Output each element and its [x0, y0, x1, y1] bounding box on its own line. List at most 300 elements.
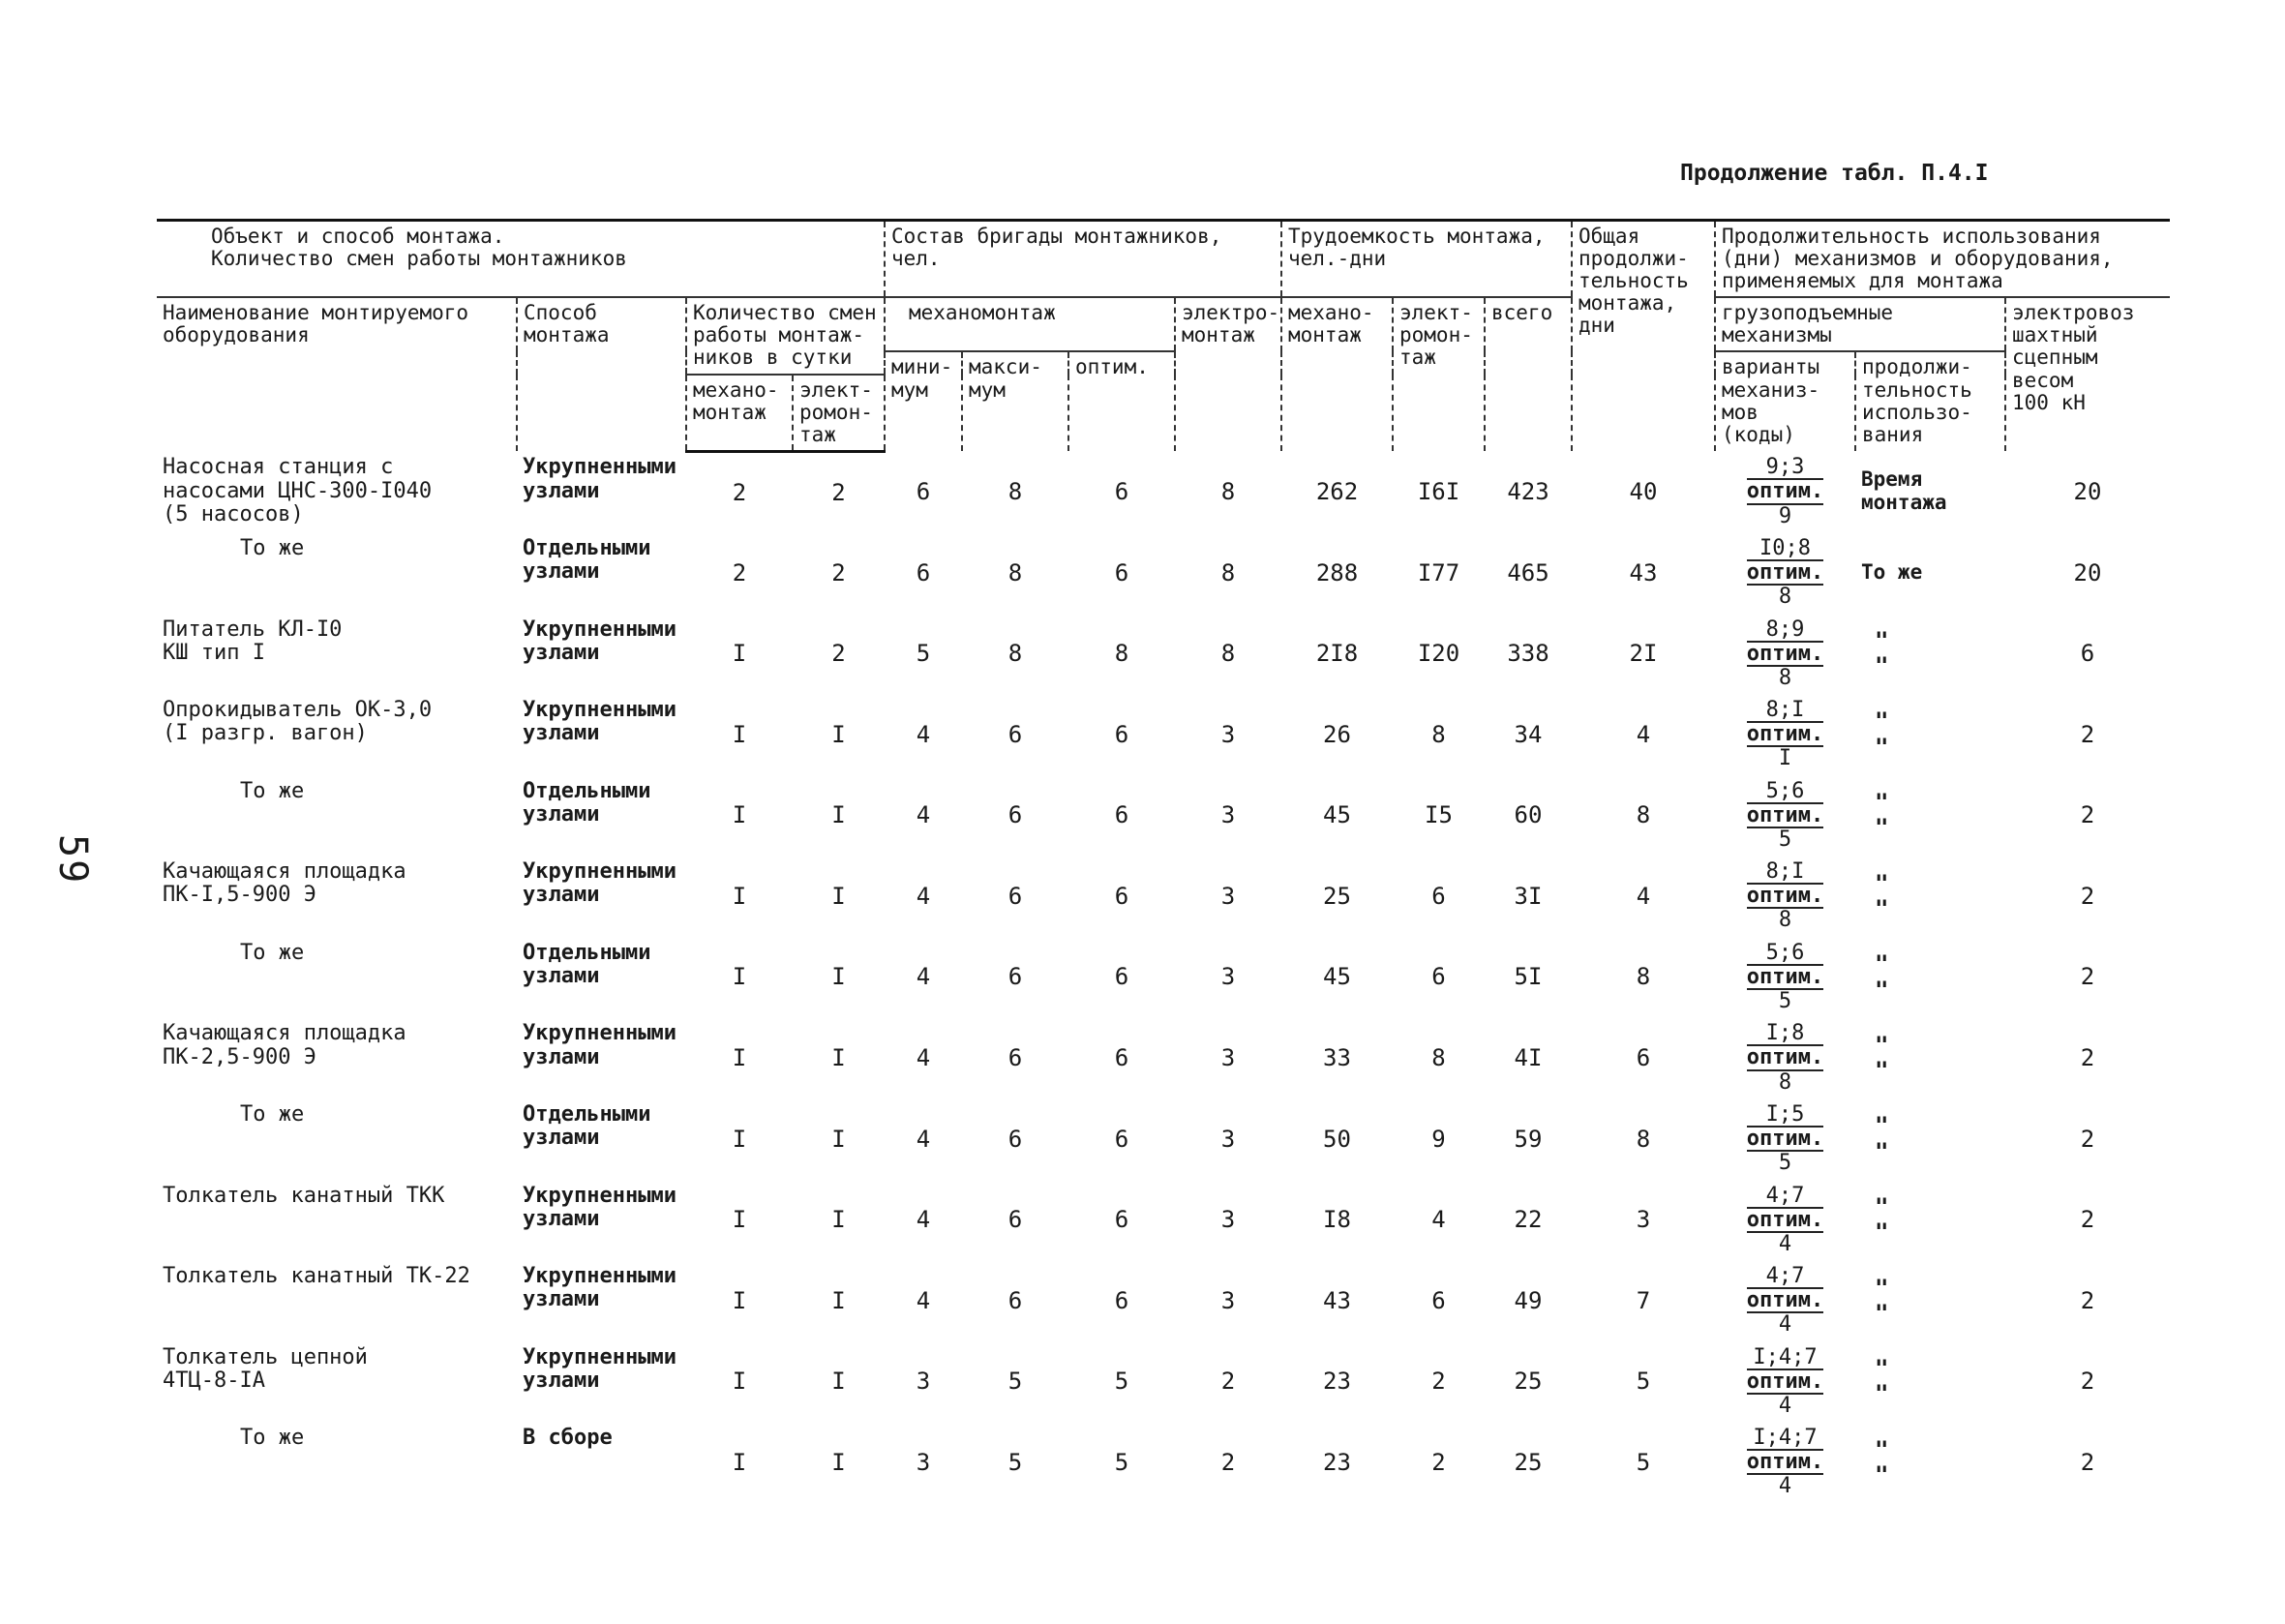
equipment-name-text: Насосная станция с насосами ЦНС-300-I040 (5 насосов)	[163, 455, 433, 526]
equipment-name	[157, 1017, 517, 1098]
brigade-opt: 6	[1114, 1206, 1129, 1234]
brigade-max: 6	[1007, 1286, 1023, 1314]
locomotive-days: 2	[2080, 1448, 2095, 1476]
table-row	[157, 1180, 2170, 1261]
variant-optimal-code: I	[1778, 746, 1792, 771]
mounting-method	[517, 532, 686, 614]
labor-total: 5I	[1514, 963, 1543, 991]
brigade-min: 3	[916, 1448, 931, 1476]
shifts-elec: 2	[831, 478, 846, 506]
variant-optimal-code: 5	[1778, 1151, 1792, 1176]
mechanism-variants	[1715, 614, 1855, 695]
labor-elec: I5	[1425, 801, 1453, 829]
brigade-elec: 3	[1220, 1286, 1236, 1314]
equipment-name-text: То же	[240, 535, 305, 560]
variant-codes: 8;9	[1747, 618, 1823, 643]
mounting-method-text: Укрупненными узлами	[523, 1021, 676, 1069]
brigade-max: 8	[1007, 640, 1023, 668]
equipment-name	[157, 532, 517, 614]
usage-duration	[1855, 451, 2005, 532]
brigade-max: 6	[1007, 1125, 1023, 1153]
brigade-elec: 2	[1220, 1368, 1236, 1396]
labor-elec: 8	[1431, 720, 1446, 748]
shifts-elec: I	[831, 1043, 846, 1071]
header-labor: Трудоемкость монтажа, чел.-дни	[1281, 221, 1572, 298]
locomotive-days: 20	[2073, 477, 2102, 505]
page-number: 59	[50, 834, 95, 886]
brigade-opt: 5	[1114, 1368, 1129, 1396]
variant-codes: 4;7	[1747, 1265, 1823, 1289]
mounting-method-text: Укрупненными узлами	[523, 859, 676, 908]
variant-optimal-code: 4	[1778, 1474, 1792, 1499]
variant-fraction	[1747, 456, 1823, 526]
shifts-mech: I	[732, 1286, 747, 1314]
variant-codes: 9;3	[1747, 456, 1823, 480]
equipment-name-text: Толкатель цепной 4ТЦ-8-IА	[163, 1344, 368, 1393]
header-elec: электро- монтаж	[1175, 297, 1281, 451]
equipment-name	[157, 451, 517, 532]
brigade-max: 6	[1007, 720, 1023, 748]
mounting-method-text: Отдельными узлами	[523, 940, 651, 988]
labor-elec: 8	[1431, 1043, 1446, 1071]
equipment-name-text: Опрокидыватель ОК-3,0 (I разгр. вагон)	[163, 698, 433, 746]
usage-duration	[1855, 532, 2005, 614]
locomotive-days: 2	[2080, 1368, 2095, 1396]
brigade-opt: 8	[1114, 640, 1129, 668]
brigade-elec: 8	[1220, 640, 1236, 668]
variant-codes: I;4;7	[1747, 1427, 1823, 1451]
labor-mech: 33	[1323, 1043, 1351, 1071]
table-row	[157, 451, 2170, 532]
variant-optimal-code: 8	[1778, 585, 1792, 610]
mounting-method-text: Укрупненными узлами	[523, 455, 676, 503]
mechanism-variants	[1715, 1180, 1855, 1261]
labor-elec: 6	[1431, 1286, 1446, 1314]
table-row	[157, 1098, 2170, 1180]
total-days: 2I	[1629, 640, 1658, 668]
brigade-max: 8	[1007, 477, 1023, 505]
brigade-elec: 3	[1220, 1043, 1236, 1071]
shifts-mech: I	[732, 1448, 747, 1476]
shifts-mech: I	[732, 882, 747, 910]
equipment-name	[157, 1098, 517, 1180]
brigade-max: 5	[1007, 1448, 1023, 1476]
mechanism-variants	[1715, 1422, 1855, 1503]
labor-mech: 25	[1323, 882, 1351, 910]
equipment-name-text: Качающаяся площадка ПК-2,5-900 Э	[163, 1021, 406, 1069]
mechanism-variants	[1715, 532, 1855, 614]
brigade-min: 4	[916, 882, 931, 910]
header-usage-duration: продолжи- тельность использо- вания	[1855, 351, 2005, 451]
shifts-mech: I	[732, 720, 747, 748]
brigade-opt: 6	[1114, 801, 1129, 829]
variant-fraction	[1747, 860, 1823, 931]
labor-total: 338	[1507, 640, 1549, 668]
locomotive-days: 2	[2080, 1206, 2095, 1234]
shifts-elec: I	[831, 1448, 846, 1476]
shifts-elec: I	[831, 882, 846, 910]
equipment-name	[157, 1422, 517, 1503]
labor-elec: I6I	[1417, 477, 1460, 505]
brigade-min: 5	[916, 640, 931, 668]
brigade-max: 6	[1007, 1043, 1023, 1071]
header-labor-elec: элект- ромон- таж	[1393, 297, 1485, 451]
equipment-name-text: То же	[240, 940, 305, 965]
header-labor-total: всего	[1485, 297, 1572, 451]
brigade-min: 4	[916, 1043, 931, 1071]
equipment-name-text: Качающаяся площадка ПК-I,5-900 Э	[163, 859, 406, 908]
variant-fraction	[1747, 618, 1823, 689]
equipment-name-text: То же	[240, 778, 305, 803]
variant-fraction	[1747, 1265, 1823, 1336]
labor-elec: 6	[1431, 882, 1446, 910]
variant-optimal-code: 4	[1778, 1231, 1792, 1256]
mounting-method	[517, 1180, 686, 1261]
labor-total: 3I	[1514, 882, 1543, 910]
variant-optimal-code: 8	[1778, 1069, 1792, 1095]
variant-optimal-label: оптим.	[1746, 802, 1824, 827]
mounting-method	[517, 856, 686, 937]
locomotive-days: 20	[2073, 558, 2102, 586]
header-object-group: Объект и способ монтажа. Количество смен работы монтажников	[157, 221, 885, 298]
usage-duration-ditto: " "	[1875, 789, 1928, 842]
brigade-max: 8	[1007, 558, 1023, 586]
equipment-name	[157, 614, 517, 695]
header-name: Наименование монтируемого оборудования	[157, 297, 517, 451]
variant-codes: I;8	[1747, 1022, 1823, 1046]
brigade-elec: 3	[1220, 1206, 1236, 1234]
variant-codes: 5;6	[1747, 942, 1823, 966]
header-lifting: грузоподъемные механизмы	[1715, 297, 2005, 351]
mounting-method	[517, 1017, 686, 1098]
variant-optimal-label: оптим.	[1746, 1207, 1824, 1232]
labor-elec: 9	[1431, 1125, 1446, 1153]
total-days: 8	[1636, 1125, 1651, 1153]
shifts-elec: I	[831, 1206, 846, 1234]
total-days: 8	[1636, 801, 1651, 829]
locomotive-days: 2	[2080, 882, 2095, 910]
total-days: 5	[1636, 1368, 1651, 1396]
variant-optimal-label: оптим.	[1746, 1127, 1824, 1152]
variant-fraction	[1747, 942, 1823, 1012]
variant-optimal-code: 5	[1778, 989, 1792, 1013]
variant-optimal-label: оптим.	[1746, 560, 1824, 586]
labor-elec: I20	[1417, 640, 1460, 668]
table-row	[157, 694, 2170, 775]
header-min: мини- мум	[885, 351, 962, 451]
labor-mech: 23	[1323, 1448, 1351, 1476]
variant-codes: 4;7	[1747, 1185, 1823, 1209]
brigade-elec: 3	[1220, 1125, 1236, 1153]
total-days: 5	[1636, 1448, 1651, 1476]
variant-optimal-label: оптим.	[1746, 884, 1824, 909]
labor-total: 34	[1514, 720, 1543, 748]
equipment-name	[157, 1341, 517, 1423]
variant-codes: 5;6	[1747, 780, 1823, 804]
labor-mech: 26	[1323, 720, 1351, 748]
shifts-mech: I	[732, 640, 747, 668]
locomotive-days: 2	[2080, 1043, 2095, 1071]
header-loco: электровоз шахтный сцепным весом 100 кН	[2005, 297, 2170, 451]
labor-total: 423	[1507, 477, 1549, 505]
brigade-opt: 5	[1114, 1448, 1129, 1476]
table-row	[157, 1341, 2170, 1423]
equipment-name-text: То же	[240, 1101, 305, 1127]
labor-elec: 6	[1431, 963, 1446, 991]
brigade-opt: 6	[1114, 1043, 1129, 1071]
mounting-method-text: Отдельными узлами	[523, 778, 651, 827]
brigade-elec: 8	[1220, 558, 1236, 586]
mounting-method	[517, 694, 686, 775]
brigade-min: 4	[916, 1125, 931, 1153]
brigade-max: 5	[1007, 1368, 1023, 1396]
total-days: 8	[1636, 963, 1651, 991]
table-row	[157, 1017, 2170, 1098]
brigade-opt: 6	[1114, 1286, 1129, 1314]
brigade-opt: 6	[1114, 558, 1129, 586]
labor-mech: I8	[1323, 1206, 1351, 1234]
brigade-max: 6	[1007, 801, 1023, 829]
mounting-method-text: Отдельными узлами	[523, 1101, 651, 1151]
variant-optimal-label: оптим.	[1746, 722, 1824, 747]
header-labor-mech: механо- монтаж	[1281, 297, 1393, 451]
mounting-method	[517, 1098, 686, 1180]
mounting-method-text: Отдельными узлами	[523, 535, 651, 585]
mounting-method	[517, 1422, 686, 1503]
brigade-min: 3	[916, 1368, 931, 1396]
locomotive-days: 2	[2080, 1286, 2095, 1314]
usage-duration-ditto: " "	[1875, 869, 1928, 923]
labor-total: 59	[1514, 1125, 1543, 1153]
variant-optimal-code: 5	[1778, 827, 1792, 852]
variant-optimal-label: оптим.	[1746, 964, 1824, 989]
labor-total: 22	[1514, 1206, 1543, 1234]
brigade-max: 6	[1007, 963, 1023, 991]
mechanism-variants	[1715, 1341, 1855, 1423]
brigade-min: 6	[916, 477, 931, 505]
mounting-method-text: Укрупненными узлами	[523, 698, 676, 746]
brigade-max: 6	[1007, 1206, 1023, 1234]
variant-fraction	[1747, 1185, 1823, 1255]
total-days: 4	[1636, 720, 1651, 748]
labor-total: 25	[1514, 1448, 1543, 1476]
variant-fraction	[1747, 1103, 1823, 1174]
table-row	[157, 937, 2170, 1018]
variant-optimal-code: 4	[1778, 1312, 1792, 1338]
header-mech-group: механомонтаж	[885, 297, 1175, 351]
shifts-elec: I	[831, 1286, 846, 1314]
table-row	[157, 1422, 2170, 1503]
mechanism-variants	[1715, 775, 1855, 857]
mounting-method	[517, 451, 686, 532]
table-row	[157, 1260, 2170, 1341]
header-total-duration: Общая продолжи- тельность монтажа, дни	[1572, 221, 1715, 452]
shifts-mech: I	[732, 1206, 747, 1234]
usage-duration-ditto: " "	[1875, 707, 1928, 761]
shifts-elec: I	[831, 963, 846, 991]
variant-fraction	[1747, 780, 1823, 851]
labor-total: 60	[1514, 801, 1543, 829]
labor-elec: 4	[1431, 1206, 1446, 1234]
variant-codes: I;5	[1747, 1103, 1823, 1128]
shifts-elec: I	[831, 720, 846, 748]
usage-duration-ditto: " "	[1875, 1192, 1928, 1247]
usage-duration-text: То же	[1861, 559, 1923, 584]
brigade-elec: 8	[1220, 477, 1236, 505]
header-shifts: Количество смен работы монтаж- ников в сутки	[686, 297, 885, 374]
locomotive-days: 2	[2080, 720, 2095, 748]
variant-codes: I0;8	[1747, 537, 1823, 561]
usage-duration-ditto: " "	[1875, 626, 1928, 680]
mounting-method	[517, 775, 686, 857]
labor-mech: 50	[1323, 1125, 1351, 1153]
shifts-elec: I	[831, 1125, 846, 1153]
variant-fraction	[1747, 1022, 1823, 1093]
header-max: макси- мум	[962, 351, 1068, 451]
mounting-method-text: Укрупненными узлами	[523, 617, 676, 665]
labor-total: 4I	[1514, 1043, 1543, 1071]
brigade-min: 4	[916, 720, 931, 748]
usage-duration-ditto: " "	[1875, 1112, 1928, 1165]
total-days: 6	[1636, 1043, 1651, 1071]
labor-mech: 23	[1323, 1368, 1351, 1396]
variant-optimal-label: оптим.	[1746, 1368, 1824, 1394]
variant-optimal-code: 8	[1778, 908, 1792, 933]
header-variants: варианты механиз- мов (коды)	[1715, 351, 1855, 451]
labor-elec: 2	[1431, 1448, 1446, 1476]
mounting-method	[517, 1260, 686, 1341]
equipment-name-text: То же	[240, 1426, 305, 1451]
header-shifts-elec: элект- ромон- таж	[793, 375, 885, 452]
brigade-min: 4	[916, 1286, 931, 1314]
mounting-method	[517, 1341, 686, 1423]
table-row	[157, 775, 2170, 857]
brigade-elec: 3	[1220, 963, 1236, 991]
variant-optimal-label: оптим.	[1746, 479, 1824, 504]
header-shifts-mech: механо- монтаж	[686, 375, 793, 452]
shifts-elec: I	[831, 801, 846, 829]
variant-fraction	[1747, 699, 1823, 769]
variant-optimal-label: оптим.	[1746, 1045, 1824, 1070]
header-brigade: Состав бригады монтажников, чел.	[885, 221, 1281, 298]
table-row	[157, 614, 2170, 695]
brigade-min: 4	[916, 801, 931, 829]
equipment-name	[157, 694, 517, 775]
shifts-elec: I	[831, 1368, 846, 1396]
brigade-min: 4	[916, 963, 931, 991]
mounting-method-text: Укрупненными узлами	[523, 1183, 676, 1231]
shifts-mech: I	[732, 1368, 747, 1396]
brigade-opt: 6	[1114, 882, 1129, 910]
variant-optimal-code: 8	[1778, 665, 1792, 690]
brigade-elec: 2	[1220, 1448, 1236, 1476]
locomotive-days: 2	[2080, 963, 2095, 991]
labor-total: 25	[1514, 1368, 1543, 1396]
brigade-min: 4	[916, 1206, 931, 1234]
variant-optimal-code: 9	[1778, 503, 1792, 528]
equipment-name	[157, 1180, 517, 1261]
labor-mech: 43	[1323, 1286, 1351, 1314]
mechanism-variants	[1715, 451, 1855, 532]
usage-duration-ditto: " "	[1875, 1031, 1928, 1085]
brigade-opt: 6	[1114, 1125, 1129, 1153]
brigade-min: 6	[916, 558, 931, 586]
total-days: 7	[1636, 1286, 1651, 1314]
header-opt: оптим.	[1068, 351, 1175, 451]
equipment-name	[157, 1260, 517, 1341]
variant-optimal-label: оптим.	[1746, 641, 1824, 666]
variant-fraction	[1747, 537, 1823, 608]
equipment-name	[157, 775, 517, 857]
table-row	[157, 856, 2170, 937]
labor-mech: 45	[1323, 801, 1351, 829]
brigade-opt: 6	[1114, 477, 1129, 505]
locomotive-days: 2	[2080, 1125, 2095, 1153]
labor-mech: 288	[1315, 558, 1359, 586]
variant-codes: 8;I	[1747, 699, 1823, 723]
equipment-name-text: Толкатель канатный ТК-22	[163, 1264, 470, 1289]
shifts-mech: I	[732, 1125, 747, 1153]
labor-elec: I77	[1417, 558, 1460, 586]
shifts-mech: 2	[732, 478, 747, 506]
labor-total: 465	[1507, 558, 1549, 586]
mechanism-variants	[1715, 694, 1855, 775]
labor-mech: 2I8	[1315, 640, 1359, 668]
equipment-name	[157, 856, 517, 937]
equipment-name-text: Питатель КЛ-I0 КШ тип I	[163, 617, 343, 665]
variant-optimal-label: оптим.	[1746, 1288, 1824, 1313]
shifts-mech: I	[732, 963, 747, 991]
usage-duration-ditto: " "	[1875, 1355, 1928, 1408]
mounting-method-text: Укрупненными узлами	[523, 1264, 676, 1312]
shifts-elec: 2	[831, 558, 846, 586]
shifts-elec: 2	[831, 640, 846, 668]
labor-mech: 262	[1315, 477, 1359, 505]
mechanism-variants	[1715, 937, 1855, 1018]
brigade-elec: 3	[1220, 801, 1236, 829]
brigade-max: 6	[1007, 882, 1023, 910]
labor-elec: 2	[1431, 1368, 1446, 1396]
labor-mech: 45	[1323, 963, 1351, 991]
variant-codes: I;4;7	[1747, 1346, 1823, 1370]
brigade-elec: 3	[1220, 720, 1236, 748]
header-method: Способ монтажа	[517, 297, 686, 451]
equipment-table	[157, 219, 2170, 1503]
mounting-method-text: Укрупненными узлами	[523, 1344, 676, 1393]
variant-codes: 8;I	[1747, 860, 1823, 885]
brigade-elec: 3	[1220, 882, 1236, 910]
shifts-mech: 2	[732, 558, 747, 586]
mechanism-variants	[1715, 1017, 1855, 1098]
mechanism-variants	[1715, 856, 1855, 937]
locomotive-days: 2	[2080, 801, 2095, 829]
usage-duration-ditto: " "	[1875, 1435, 1928, 1489]
variant-optimal-label: оптим.	[1746, 1450, 1824, 1475]
mechanism-variants	[1715, 1260, 1855, 1341]
variant-optimal-code: 4	[1778, 1393, 1792, 1418]
total-days: 4	[1636, 882, 1651, 910]
brigade-opt: 6	[1114, 720, 1129, 748]
equipment-name	[157, 937, 517, 1018]
mounting-method-text: В сборе	[523, 1426, 613, 1451]
total-days: 40	[1629, 477, 1658, 505]
mechanism-variants	[1715, 1098, 1855, 1180]
variant-fraction	[1747, 1427, 1823, 1497]
shifts-mech: I	[732, 1043, 747, 1071]
brigade-opt: 6	[1114, 963, 1129, 991]
table-caption: Продолжение табл. П.4.I	[1680, 161, 1989, 186]
total-days: 43	[1629, 558, 1658, 586]
